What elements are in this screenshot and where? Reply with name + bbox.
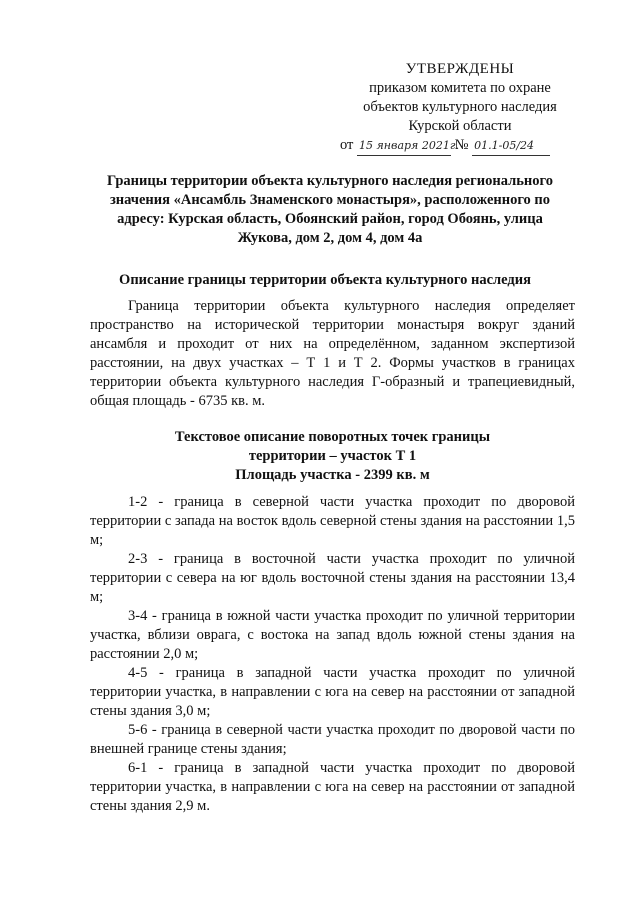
approval-line-2: объектов культурного наследия <box>363 99 557 115</box>
turning-point-text: 4-5 - граница в западной части участка проходит по уличной территории участка, в направлении с юга на север на расстоянии от западной стены здания 3,0 м; <box>90 665 575 719</box>
approval-line-3: Курской области <box>408 118 512 134</box>
turning-point-item <box>90 493 575 550</box>
approval-line-1: приказом комитета по охране <box>369 80 551 96</box>
approval-block <box>330 60 590 136</box>
turning-point-text: 5-6 - граница в северной части участка проходит по дворовой части по внешней границе стены здания; <box>90 722 575 757</box>
description-paragraph <box>90 297 575 411</box>
subsection-title <box>90 428 575 485</box>
subsection-line-2: территории – участок Т 1 <box>248 448 417 464</box>
order-line <box>340 136 600 156</box>
turning-point-text: 6-1 - граница в западной части участка проходит по дворовой территории участка, в направлении с юга на север на расстоянии от западной стены здания 2,9 м. <box>90 760 575 814</box>
document-title: Границы территории объекта культурного наследия регионального значения «Ансамбль Знаменского монастыря», расположенного по адресу: Курская область, Обоянский район, город Обоянь, улица Жукова, дом 2, дом 4, дом 4а <box>107 173 553 246</box>
subsection-line-1: Текстовое описание поворотных точек границы <box>174 429 491 445</box>
turning-point-text: 2-3 - граница в восточной части участка проходит по уличной территории с севера на юг вдоль восточной стены здания на расстоянии 13,4 м; <box>90 551 575 605</box>
section-title: Описание границы территории объекта культурного наследия <box>119 272 531 288</box>
order-prefix: от <box>340 137 354 153</box>
turning-point-item <box>90 721 575 759</box>
order-number-handwritten: 01.1-05/24 <box>472 136 550 156</box>
turning-point-text: 1-2 - граница в северной части участка проходит по дворовой территории с запада на восток вдоль северной стены здания на расстоянии 1,5 м; <box>90 494 575 548</box>
order-number-label: № <box>454 137 469 153</box>
turning-point-item <box>90 759 575 816</box>
turning-points-list <box>90 493 575 816</box>
turning-point-text: 3-4 - граница в южной части участка проходит по уличной территории участка, вблизи оврага, с востока на запад вдоль южной стены здания на расстоянии 2,0 м; <box>90 608 575 662</box>
approval-heading: УТВЕРЖДЕНЫ <box>405 61 515 77</box>
order-date-handwritten: 15 января 2021г. <box>357 136 451 156</box>
subsection-line-3: Площадь участка - 2399 кв. м <box>235 467 430 483</box>
turning-point-item <box>90 607 575 664</box>
description-text: Граница территории объекта культурного наследия определяет пространство на исторической территории монастыря вокруг зданий ансамбля и проходит от них на определённом, заданном экспертизой расстоянии, на двух участках – Т 1 и Т 2. Формы участков в границах территории объекта культурного наследия Г-образный и трапециевидный, общая площадь - 6735 кв. м. <box>90 298 575 409</box>
turning-point-item <box>90 664 575 721</box>
turning-point-item <box>90 550 575 607</box>
